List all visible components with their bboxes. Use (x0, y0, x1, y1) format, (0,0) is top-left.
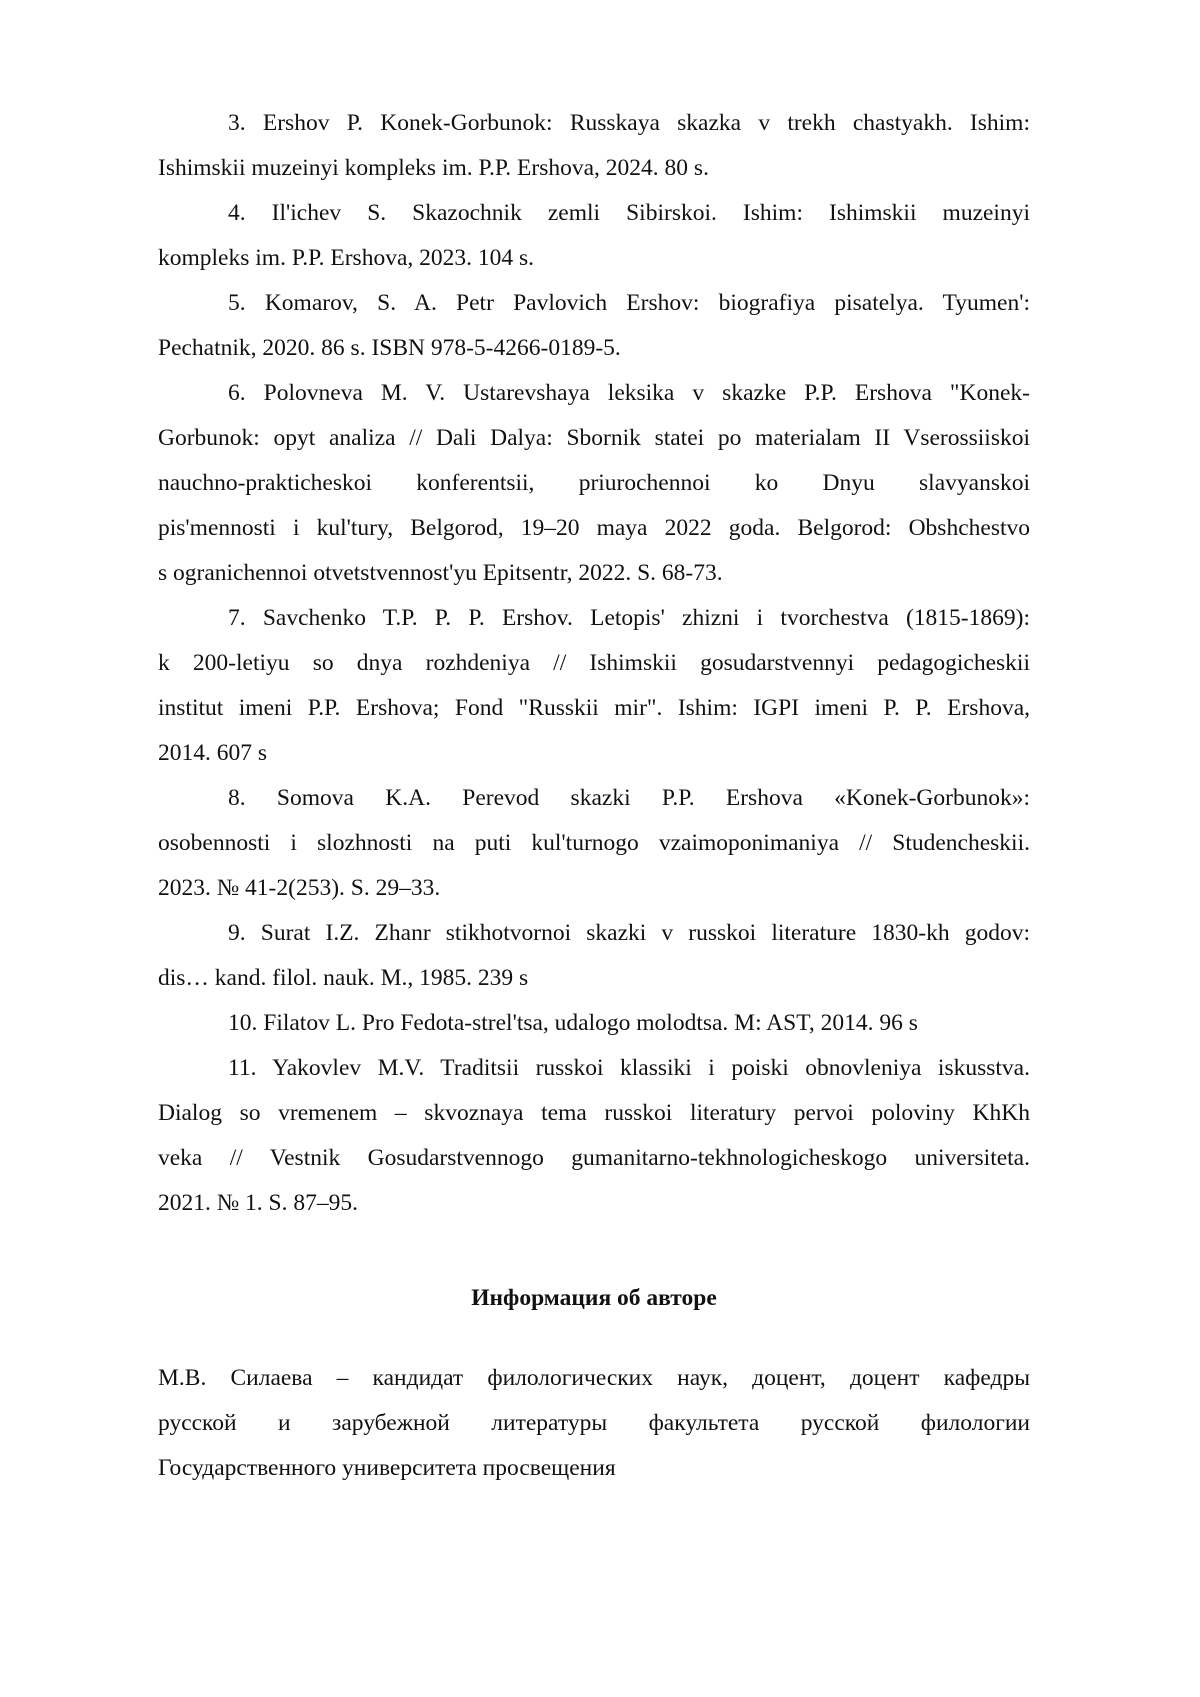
reference-item (158, 598, 1030, 778)
reference-line: osobennosti i slozhnosti na puti kul'turnogo vzaimoponimaniya // Studencheskii. (158, 823, 1030, 868)
reference-line: pis'mennosti i kul'tury, Belgorod, 19–20 maya 2022 goda. Belgorod: Obshchestvo (158, 508, 1030, 553)
author-info-line: русской и зарубежной литературы факультета русской филологии (158, 1403, 1030, 1448)
reference-line: k 200-letiyu so dnya rozhdeniya // Ishimskii gosudarstvennyi pedagogicheskii (158, 643, 1030, 688)
reference-item (158, 1048, 1030, 1228)
author-info-line: Государственного университета просвещения (158, 1448, 1030, 1493)
reference-line: veka // Vestnik Gosudarstvennogo gumanitarno-tekhnologicheskogo universiteta. (158, 1138, 1030, 1183)
reference-item (158, 283, 1030, 373)
reference-line: institut imeni P.P. Ershova; Fond "Russkii mir". Ishim: IGPI imeni P. P. Ershova, (158, 688, 1030, 733)
reference-line: s ogranichennoi otvetstvennost'yu Epitsentr, 2022. S. 68-73. (158, 553, 1030, 598)
reference-item (158, 193, 1030, 283)
reference-line: Pechatnik, 2020. 86 s. ISBN 978-5-4266-0189-5. (158, 328, 1030, 373)
reference-item (158, 778, 1030, 913)
reference-line: 2014. 607 s (158, 733, 1030, 778)
reference-item (158, 103, 1030, 193)
reference-line: 2023. № 41-2(253). S. 29–33. (158, 868, 1030, 913)
reference-line: 4. Il'ichev S. Skazochnik zemli Sibirskoi. Ishim: Ishimskii muzeinyi (158, 193, 1030, 238)
author-info-line: М.В. Силаева – кандидат филологических наук, доцент, доцент кафедры (158, 1358, 1030, 1403)
reference-item (158, 913, 1030, 1003)
reference-line: nauchno-prakticheskoi konferentsii, priurochennoi ko Dnyu slavyanskoi (158, 463, 1030, 508)
author-info-heading: Информация об авторе (158, 1268, 1030, 1358)
reference-line: 6. Polovneva M. V. Ustarevshaya leksika v skazke P.P. Ershova "Konek- (158, 373, 1030, 418)
reference-line: Ishimskii muzeinyi kompleks im. P.P. Ershova, 2024. 80 s. (158, 148, 1030, 193)
reference-line: 9. Surat I.Z. Zhanr stikhotvornoi skazki v russkoi literature 1830-kh godov: (158, 913, 1030, 958)
reference-line: 7. Savchenko T.P. P. P. Ershov. Letopis' zhizni i tvorchestva (1815-1869): (158, 598, 1030, 643)
reference-line: kompleks im. P.P. Ershova, 2023. 104 s. (158, 238, 1030, 283)
reference-line: 8. Somova K.A. Perevod skazki P.P. Ershova «Konek-Gorbunok»: (158, 778, 1030, 823)
reference-line: Dialog so vremenem – skvoznaya tema russkoi literatury pervoi poloviny KhKh (158, 1093, 1030, 1138)
reference-list (158, 103, 1030, 1228)
reference-line: dis… kand. filol. nauk. M., 1985. 239 s (158, 958, 1030, 1003)
reference-line: 5. Komarov, S. A. Petr Pavlovich Ershov: biografiya pisatelya. Tyumen': (158, 283, 1030, 328)
reference-line: 2021. № 1. S. 87–95. (158, 1183, 1030, 1228)
reference-item (158, 373, 1030, 598)
reference-item (158, 1003, 1030, 1048)
document-page (158, 103, 1030, 1493)
reference-line: 10. Filatov L. Pro Fedota-strel'tsa, udalogo molodtsa. M: AST, 2014. 96 s (158, 1003, 1030, 1048)
reference-line: 11. Yakovlev M.V. Traditsii russkoi klassiki i poiski obnovleniya iskusstva. (158, 1048, 1030, 1093)
reference-line: 3. Ershov P. Konek-Gorbunok: Russkaya skazka v trekh chastyakh. Ishim: (158, 103, 1030, 148)
reference-line: Gorbunok: opyt analiza // Dali Dalya: Sbornik statei po materialam II Vserossiiskoi (158, 418, 1030, 463)
author-info-paragraph (158, 1358, 1030, 1493)
